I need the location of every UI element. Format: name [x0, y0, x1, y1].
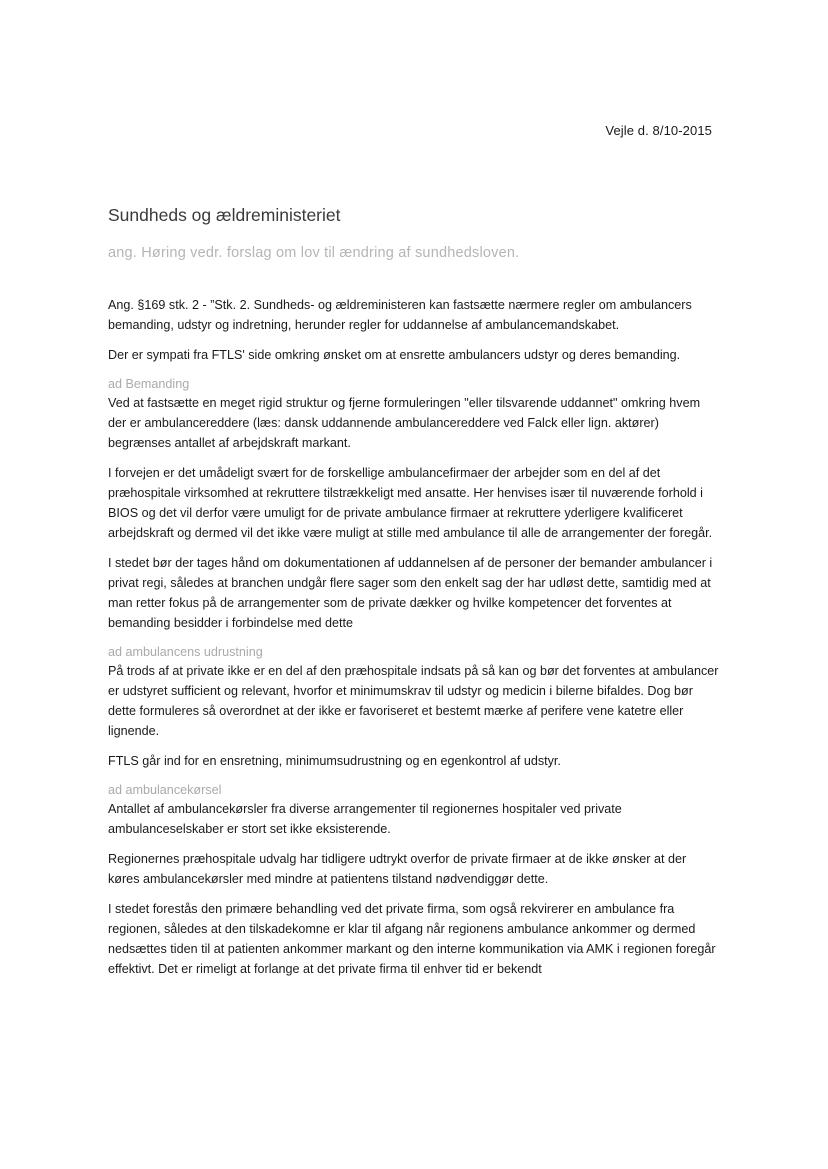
- recipient-heading: Sundheds og ældreministeriet: [108, 205, 341, 225]
- paragraph-udrustning-2: FTLS går ind for en ensretning, minimumsudrustning og en egenkontrol af udstyr.: [108, 754, 561, 768]
- paragraph-udrustning-1: På trods af at private ikke er en del af den præhospitale indsats på så kan og bør det forventes at ambulancer er udstyret sufficient og relevant, hvorfor et minimumskrav til udstyr og medicin i bilerne bifaldes. Dog bør dette formuleres så overordnet at der ikke er favoriseret et bestemt mærke af perifere vene katetre eller lignende.: [108, 664, 719, 738]
- paragraph-bemanding-1: Ved at fastsætte en meget rigid struktur og fjerne formuleringen "eller tilsvarende uddannet" omkring hvem der er ambulancereddere (læs: dansk uddannende ambulancereddere ved Falck eller lign. aktører) begrænses antallet af arbejdskraft markant.: [108, 396, 701, 450]
- paragraph-bemanding-2: I forvejen er det umådeligt svært for de forskellige ambulancefirmaer der arbejder som en del af det præhospitale virksomhed at rekruttere tilstrækkeligt med ansatte. Her henvises især til nuværende forhold i BIOS og det vil derfor være umuligt for de private ambulance firmaer at rekruttere yderligere kvalificeret arbejdskraft og dermed vil det ikke være muligt at stille med ambulance til alle de arrangementer der foregår.: [108, 466, 713, 540]
- paragraph-bemanding-3: I stedet bør der tages hånd om dokumentationen af uddannelsen af de personer der bemander ambulancer i privat regi, således at branchen undgår flere sager som den enkelt sag der har udløst dette, samtidig med at man retter fokus på de arrangementer som de private dækker og hvilke kompetencer det forventes at bemanding besidder i forbindelse med dette: [108, 556, 713, 630]
- paragraph-korsel-2: Regionernes præhospitale udvalg har tidligere udtrykt overfor de private firmaer at de ikke ønsker at der køres ambulancekørsler med mindre at patientens tilstand nødvendiggør dette.: [108, 852, 687, 886]
- paragraph-sympathy: Der er sympati fra FTLS' side omkring ønsket om at ensrette ambulancers udstyr og deres bemanding.: [108, 348, 681, 362]
- paragraph-korsel-1: Antallet af ambulancekørsler fra diverse arrangementer til regionernes hospitaler ved private ambulanceselskaber er stort set ikke eksisterende.: [108, 802, 622, 836]
- letter-body: [108, 295, 720, 979]
- paragraph-korsel-3: I stedet forestås den primære behandling ved det private firma, som også rekvirerer en ambulance fra regionen, således at den tilskadekomne er klar til afgang når regionens ambulance ankommer og dermed nedsættes tiden til at patienten ankommer markant og den interne kommunikation via AMK i regionen foregår effektivt. Det er rimeligt at forlange at det private firma til enhver tid er bekendt: [108, 902, 716, 976]
- section-heading-bemanding: ad Bemanding: [108, 377, 190, 391]
- section-heading-udrustning: ad ambulancens udrustning: [108, 645, 263, 659]
- section-heading-ambulancekorsel: ad ambulancekørsel: [108, 783, 222, 797]
- paragraph-citation: Ang. §169 stk. 2 - ”Stk. 2. Sundheds- og ældreministeren kan fastsætte nærmere regler om ambulancers bemanding, udstyr og indretning, herunder regler for uddannelse af ambulancemandskabet.: [108, 298, 692, 332]
- letter-date: Vejle d. 8/10-2015: [605, 123, 712, 138]
- subject-line: ang. Høring vedr. forslag om lov til ændring af sundhedsloven.: [108, 245, 520, 261]
